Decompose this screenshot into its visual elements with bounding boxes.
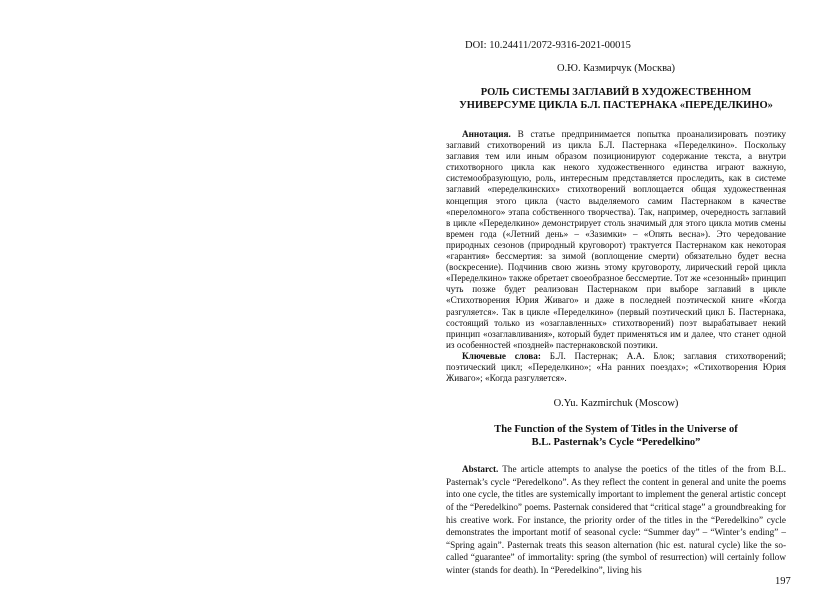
author-ru: О.Ю. Казмирчук (Москва) xyxy=(556,63,676,74)
keywords-ru-text: Б.Л. Пастернак; А.А. Блок; заглавия стихотворений; поэтический цикл; «Переделкино»; «На ранних поездах»; «Стихотворения Юрия Живаго»; «Когда разгуляется». xyxy=(446,350,787,384)
abstract-en-label: Abstarct. xyxy=(462,464,499,475)
title-ru-line-2: УНИВЕРСУМЕ ЦИКЛА Б.Л. ПАСТЕРНАКА «ПЕРЕДЕЛКИНО» xyxy=(459,100,773,111)
author-en: O.Yu. Kazmirchuk (Moscow) xyxy=(553,398,679,410)
title-en-line-2: B.L. Pasternak’s Cycle “Peredelkino” xyxy=(531,437,701,449)
keywords-ru xyxy=(446,351,786,384)
abstract-en-text: The article attempts to analyse the poetics of the titles of the from B.L. Pasternak’s cycle “Peredelkono”. As they reflect the content in general and unite the poems into one cycle, the titles are systemically important to implement the general artistic concept of the “Peredelkino” poems. Pasternak considered that “critical stage” a groundbreaking for his creative work. For instance, the priority order of the titles in the “Peredelkino” cycle demonstrates the important motif of seasonal cycle: “Summer day” – “Winter’s ending” – “Spring again”. Pasternak treats this season alternation (hic est. natural cycle) like the so-called “guarantee” of immortality: spring (the symbol of resurrection) will certainly follow winter (stands for death). In “Peredelkino”, living his xyxy=(446,464,786,575)
abstract-en xyxy=(446,463,786,576)
title-ru-line-1: РОЛЬ СИСТЕМЫ ЗАГЛАВИЙ В ХУДОЖЕСТВЕННОМ xyxy=(480,87,752,98)
article-column xyxy=(446,40,786,577)
doi: DOI: 10.24411/2072-9316-2021-00015 xyxy=(465,40,631,51)
page-number: 197 xyxy=(775,576,791,587)
abstract-ru xyxy=(446,129,786,351)
title-en-line-1: The Function of the System of Titles in the Universe of xyxy=(494,424,738,436)
article-title-ru xyxy=(446,86,786,112)
abstract-ru-text: В статье предпринимается попытка проанализировать поэтику заглавий стихотворений из цикла Б.Л. Пастернака «Переделкино». Поскольку заглавия тем или иным образом позиционируют содержание текста, а внутри стихотворного цикла как некого художественного единства играют важную, системообразующую, роль, интересным представляется проследить, как в системе заглавий «переделкинских» стихотворений воплощается общая художественная концепция этого цикла (часто выделяемого самим Пастернаком в качестве «переломного» этапа собственного творчества). Так, например, очередность заглавий в цикле «Переделкино» демонстрирует столь значимый для этого цикла мотив смены времен года («Летний день» – «Зазимки» – «Опять весна»). Это чередование природных сезонов (природный круговорот) трактуется Пастернаком как некоторая «гарантия» бессмертия: за зимой (воплощение смерти) обязательно будет весна (воскресение). Подчинив свою жизнь этому круговороту, лирический герой цикла «Переделкино» также обретает своеобразное бессмертие. Тот же «сезонный» принцип чуть позже будет реализован Пастернаком при выборе заглавий в цикле «Стихотворения Юрия Живаго» и даже в последней поэтической книге «Когда разгуляется». Так в цикле «Переделкино» (первый поэтический цикл Б. Пастернака, состоящий только из «озаглавленных» стихотворений) поэт вырабатывает некий принцип «озаглавливания», который будет применяться им и далее, что станет одной из особенностей «поздней» пастернаковской поэтики. xyxy=(446,129,786,350)
keywords-ru-label: Ключевые слова: xyxy=(462,350,541,361)
abstract-ru-label: Аннотация. xyxy=(462,129,511,139)
article-title-en xyxy=(446,423,786,449)
